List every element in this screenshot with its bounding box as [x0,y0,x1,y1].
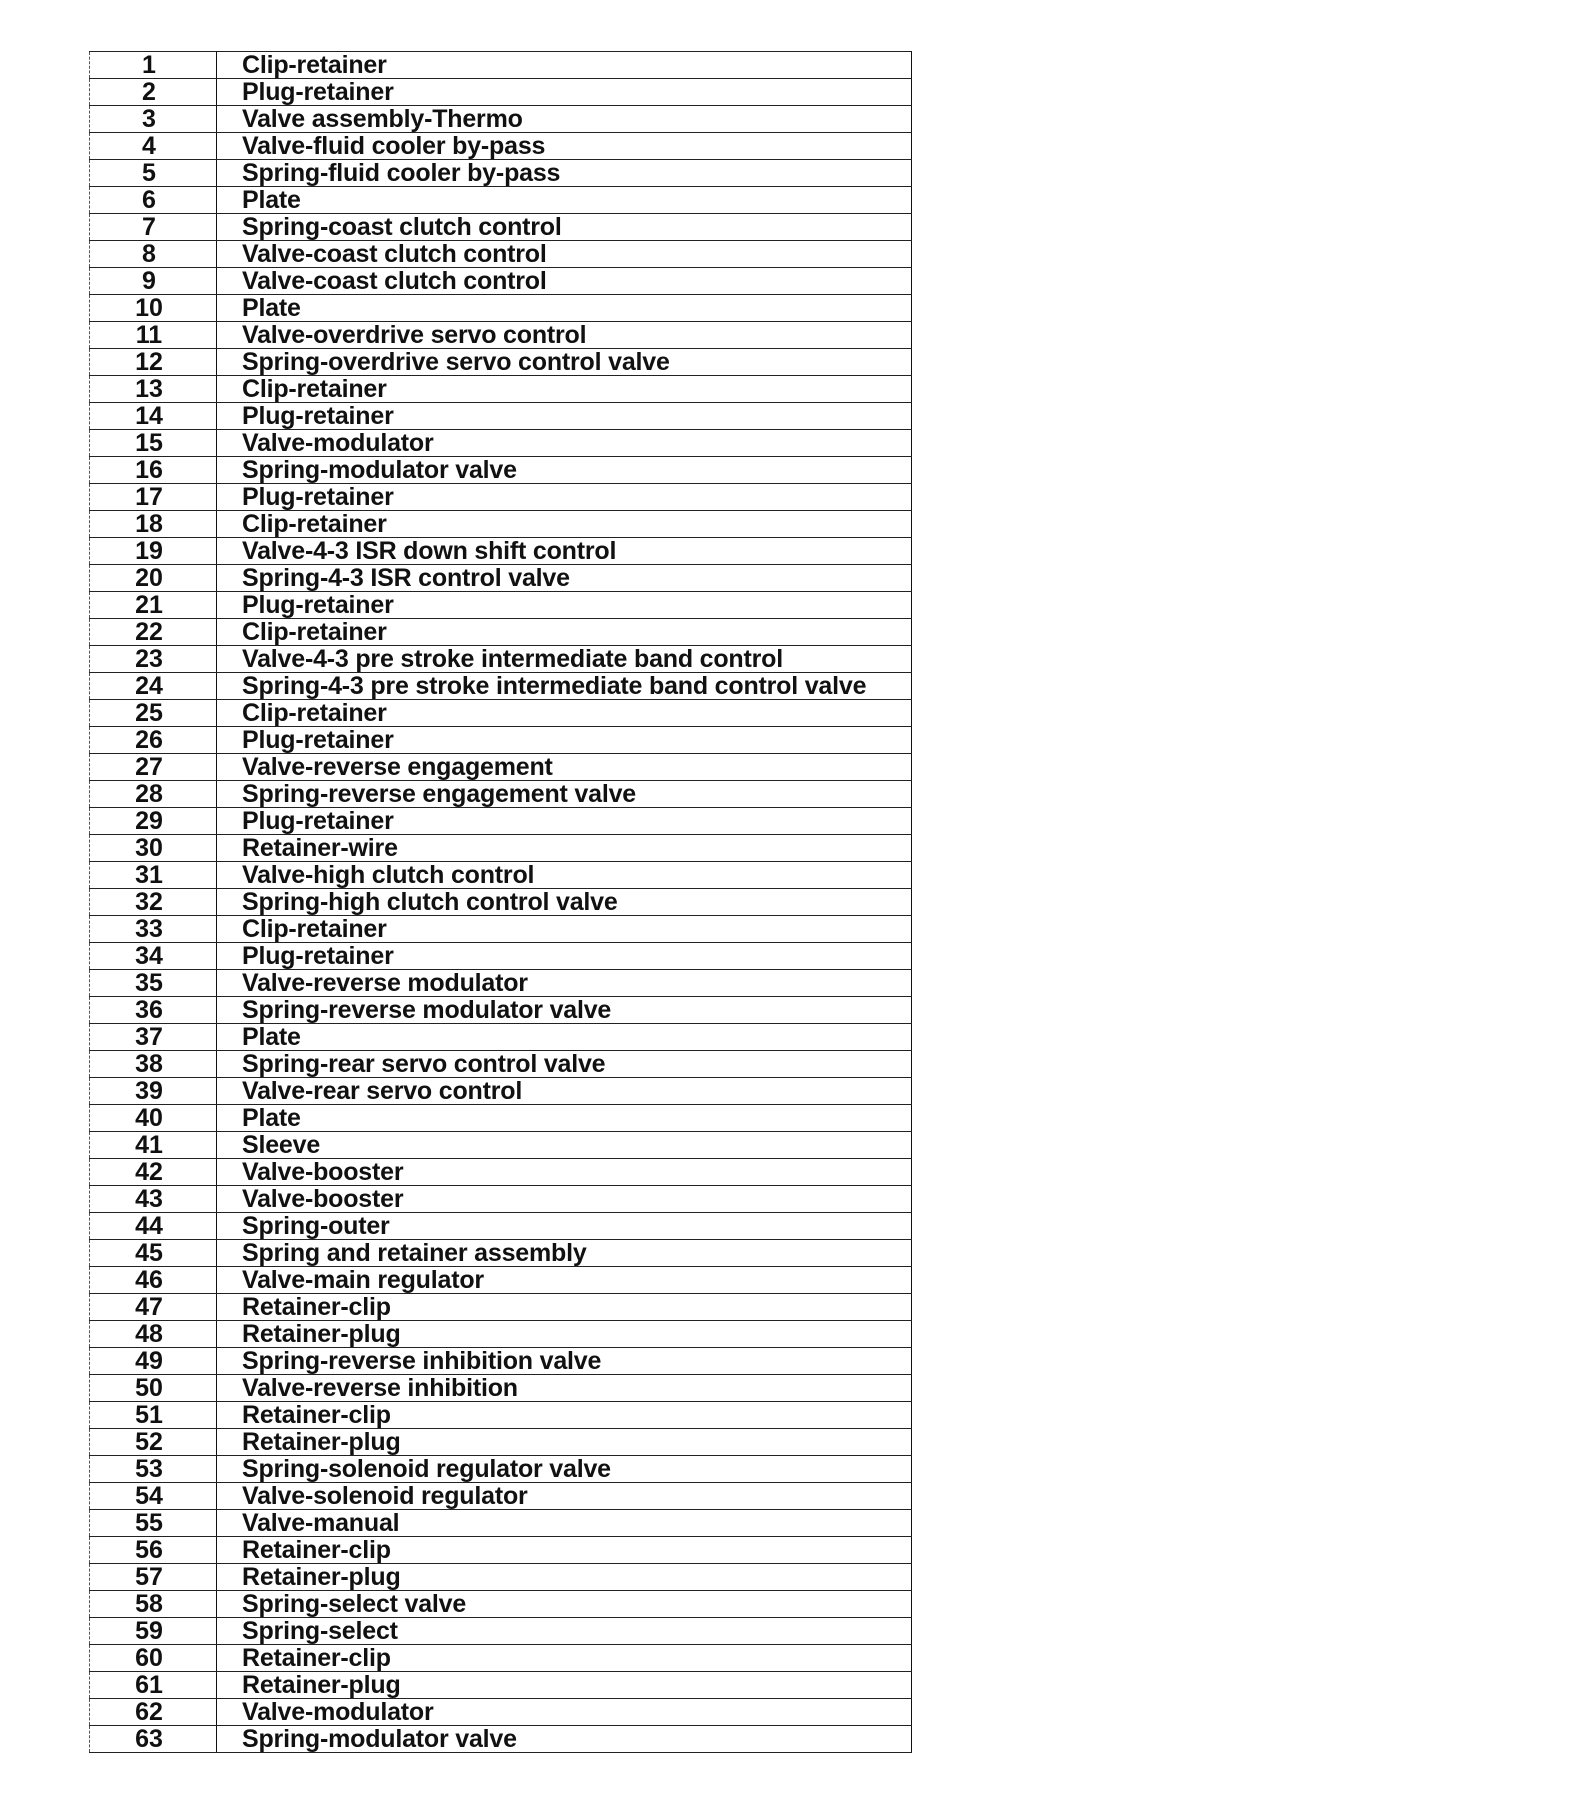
parts-table [89,51,912,1753]
table-row [90,808,912,835]
part-number: 17 [90,484,217,511]
table-row [90,1699,912,1726]
table-row [90,1537,912,1564]
part-description: Plug-retainer [217,403,912,430]
part-description: Valve-coast clutch control [217,241,912,268]
part-description: Valve-overdrive servo control [217,322,912,349]
part-description: Plug-retainer [217,727,912,754]
part-number: 1 [90,52,217,79]
part-number: 56 [90,1537,217,1564]
table-row [90,1024,912,1051]
table-row [90,52,912,79]
part-description: Spring-overdrive servo control valve [217,349,912,376]
table-row [90,1321,912,1348]
part-description: Spring-modulator valve [217,457,912,484]
table-row [90,1348,912,1375]
part-description: Valve-coast clutch control [217,268,912,295]
table-row [90,1267,912,1294]
table-row [90,997,912,1024]
part-description: Spring-high clutch control valve [217,889,912,916]
table-row [90,781,912,808]
table-row [90,1375,912,1402]
part-number: 22 [90,619,217,646]
table-row [90,1132,912,1159]
part-number: 19 [90,538,217,565]
table-row [90,1726,912,1753]
part-number: 6 [90,187,217,214]
table-row [90,1672,912,1699]
table-row [90,268,912,295]
part-description: Valve-manual [217,1510,912,1537]
part-description: Plate [217,1024,912,1051]
part-description: Spring-modulator valve [217,1726,912,1753]
table-row [90,1564,912,1591]
table-row [90,619,912,646]
part-number: 29 [90,808,217,835]
part-description: Spring and retainer assembly [217,1240,912,1267]
table-row [90,592,912,619]
part-description: Plug-retainer [217,79,912,106]
parts-table-body [90,52,912,1753]
part-description: Sleeve [217,1132,912,1159]
part-description: Retainer-plug [217,1564,912,1591]
table-row [90,1159,912,1186]
part-number: 60 [90,1645,217,1672]
table-row [90,1618,912,1645]
part-description: Valve-booster [217,1159,912,1186]
part-number: 24 [90,673,217,700]
part-number: 50 [90,1375,217,1402]
part-number: 61 [90,1672,217,1699]
table-row [90,862,912,889]
table-row [90,889,912,916]
part-number: 32 [90,889,217,916]
part-number: 53 [90,1456,217,1483]
part-description: Retainer-plug [217,1672,912,1699]
part-number: 31 [90,862,217,889]
part-description: Plate [217,295,912,322]
part-number: 33 [90,916,217,943]
part-description: Clip-retainer [217,52,912,79]
table-row [90,1105,912,1132]
table-row [90,1078,912,1105]
part-number: 11 [90,322,217,349]
part-number: 39 [90,1078,217,1105]
part-number: 35 [90,970,217,997]
part-description: Spring-fluid cooler by-pass [217,160,912,187]
part-description: Retainer-clip [217,1537,912,1564]
part-number: 27 [90,754,217,781]
part-description: Valve-fluid cooler by-pass [217,133,912,160]
table-row [90,295,912,322]
part-description: Valve-booster [217,1186,912,1213]
part-number: 7 [90,214,217,241]
part-number: 52 [90,1429,217,1456]
part-number: 8 [90,241,217,268]
table-row [90,133,912,160]
part-number: 25 [90,700,217,727]
part-description: Spring-4-3 ISR control valve [217,565,912,592]
part-description: Plug-retainer [217,592,912,619]
table-row [90,727,912,754]
part-number: 12 [90,349,217,376]
part-number: 16 [90,457,217,484]
part-number: 47 [90,1294,217,1321]
part-number: 38 [90,1051,217,1078]
part-number: 20 [90,565,217,592]
table-row [90,106,912,133]
table-row [90,943,912,970]
part-number: 51 [90,1402,217,1429]
table-row [90,538,912,565]
part-description: Plug-retainer [217,943,912,970]
part-description: Spring-reverse engagement valve [217,781,912,808]
part-number: 55 [90,1510,217,1537]
part-description: Spring-outer [217,1213,912,1240]
table-row [90,1645,912,1672]
part-number: 48 [90,1321,217,1348]
table-row [90,1240,912,1267]
part-number: 43 [90,1186,217,1213]
table-row [90,916,912,943]
part-number: 14 [90,403,217,430]
part-number: 10 [90,295,217,322]
part-number: 3 [90,106,217,133]
part-description: Valve-main regulator [217,1267,912,1294]
part-number: 45 [90,1240,217,1267]
part-number: 46 [90,1267,217,1294]
part-description: Spring-reverse modulator valve [217,997,912,1024]
part-description: Retainer-plug [217,1429,912,1456]
table-row [90,1483,912,1510]
table-row [90,646,912,673]
table-row [90,376,912,403]
part-description: Retainer-plug [217,1321,912,1348]
table-row [90,457,912,484]
part-description: Valve-solenoid regulator [217,1483,912,1510]
table-row [90,1294,912,1321]
part-number: 18 [90,511,217,538]
part-description: Valve-reverse modulator [217,970,912,997]
part-description: Spring-coast clutch control [217,214,912,241]
part-description: Spring-rear servo control valve [217,1051,912,1078]
table-row [90,349,912,376]
part-description: Plug-retainer [217,808,912,835]
part-description: Valve-4-3 pre stroke intermediate band control [217,646,912,673]
part-number: 30 [90,835,217,862]
part-number: 28 [90,781,217,808]
table-row [90,1402,912,1429]
part-number: 42 [90,1159,217,1186]
table-row [90,403,912,430]
part-number: 36 [90,997,217,1024]
part-number: 59 [90,1618,217,1645]
table-row [90,1591,912,1618]
table-row [90,754,912,781]
part-number: 44 [90,1213,217,1240]
part-number: 15 [90,430,217,457]
table-row [90,511,912,538]
table-row [90,79,912,106]
table-row [90,1186,912,1213]
table-row [90,700,912,727]
table-row [90,1456,912,1483]
part-description: Valve assembly-Thermo [217,106,912,133]
part-description: Plate [217,187,912,214]
part-number: 49 [90,1348,217,1375]
table-row [90,430,912,457]
part-description: Plug-retainer [217,484,912,511]
table-row [90,1429,912,1456]
part-description: Valve-reverse inhibition [217,1375,912,1402]
part-number: 62 [90,1699,217,1726]
part-number: 4 [90,133,217,160]
part-number: 13 [90,376,217,403]
part-number: 2 [90,79,217,106]
part-description: Retainer-clip [217,1402,912,1429]
table-row [90,484,912,511]
part-description: Spring-select valve [217,1591,912,1618]
part-number: 58 [90,1591,217,1618]
part-description: Valve-4-3 ISR down shift control [217,538,912,565]
part-description: Valve-high clutch control [217,862,912,889]
part-description: Clip-retainer [217,376,912,403]
part-number: 34 [90,943,217,970]
part-number: 5 [90,160,217,187]
part-number: 40 [90,1105,217,1132]
part-number: 23 [90,646,217,673]
part-number: 21 [90,592,217,619]
table-row [90,970,912,997]
part-number: 63 [90,1726,217,1753]
table-row [90,241,912,268]
table-row [90,1213,912,1240]
part-description: Retainer-clip [217,1294,912,1321]
table-row [90,214,912,241]
part-number: 54 [90,1483,217,1510]
table-row [90,1510,912,1537]
part-description: Retainer-clip [217,1645,912,1672]
part-description: Retainer-wire [217,835,912,862]
table-row [90,1051,912,1078]
part-description: Valve-modulator [217,1699,912,1726]
part-description: Clip-retainer [217,916,912,943]
table-row [90,673,912,700]
part-number: 26 [90,727,217,754]
part-description: Spring-reverse inhibition valve [217,1348,912,1375]
part-number: 57 [90,1564,217,1591]
part-description: Spring-select [217,1618,912,1645]
table-row [90,160,912,187]
part-description: Plate [217,1105,912,1132]
table-row [90,187,912,214]
table-row [90,835,912,862]
part-description: Clip-retainer [217,619,912,646]
table-row [90,322,912,349]
part-description: Spring-solenoid regulator valve [217,1456,912,1483]
part-number: 9 [90,268,217,295]
part-description: Valve-modulator [217,430,912,457]
table-row [90,565,912,592]
part-description: Clip-retainer [217,511,912,538]
part-description: Clip-retainer [217,700,912,727]
part-number: 37 [90,1024,217,1051]
part-number: 41 [90,1132,217,1159]
part-description: Valve-reverse engagement [217,754,912,781]
part-description: Valve-rear servo control [217,1078,912,1105]
part-description: Spring-4-3 pre stroke intermediate band control valve [217,673,912,700]
